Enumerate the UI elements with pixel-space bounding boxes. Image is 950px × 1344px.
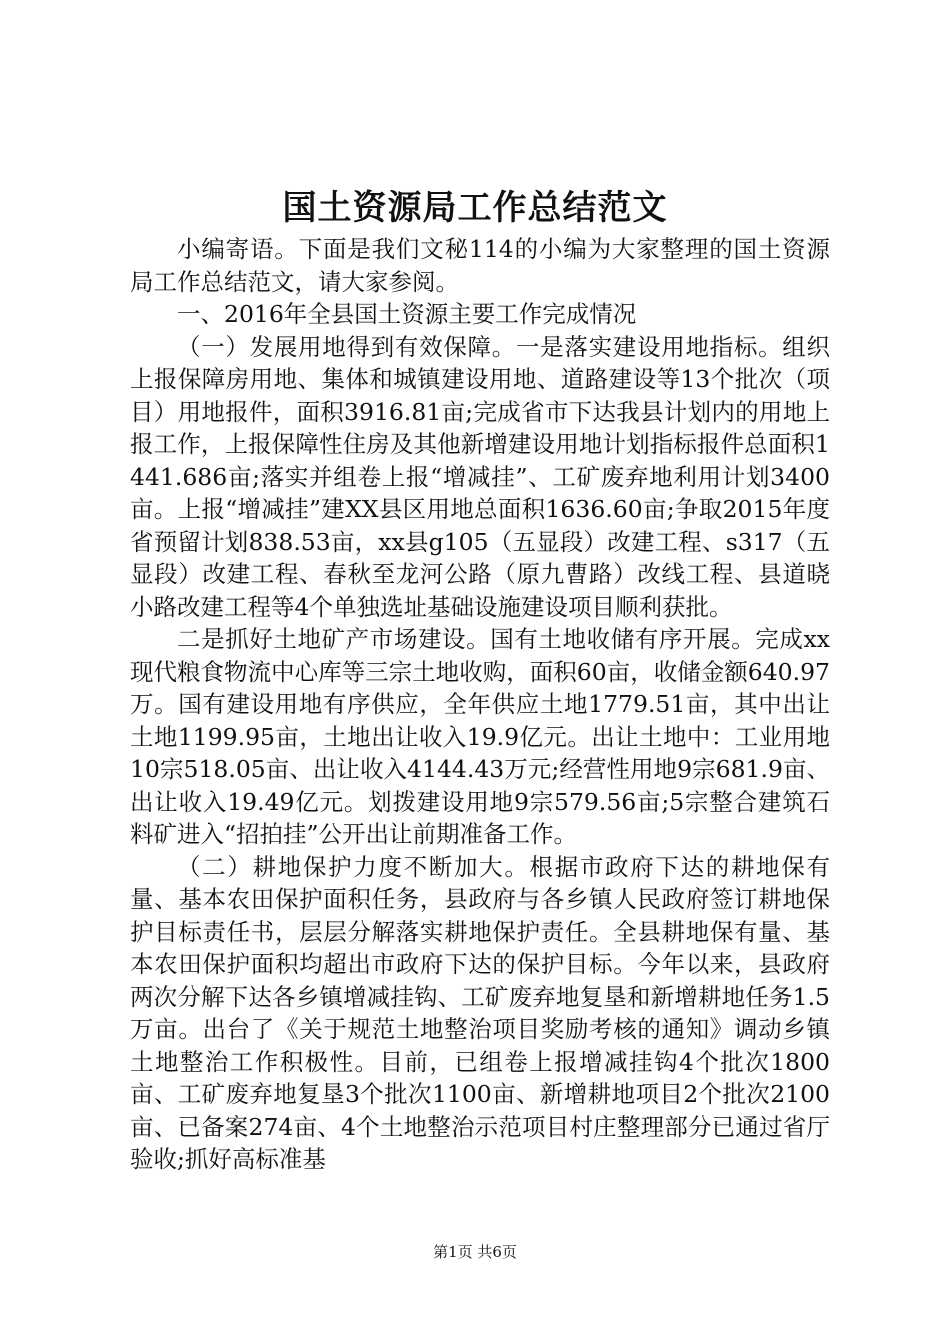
page-number: 第1页 共6页: [433, 1243, 517, 1261]
paragraph-section-heading: 一、2016年全县国土资源主要工作完成情况: [177, 300, 637, 328]
paragraph-intro: 小编寄语。下面是我们文秘114的小编为大家整理的国土资源局工作总结范文，请大家参阅。: [130, 235, 830, 296]
paragraph-farmland-protection: （二）耕地保护力度不断加大。根据市政府下达的耕地保有量、基本农田保护面积任务，县政府与各乡镇人民政府签订耕地保护目标责任书，层层分解落实耕地保护责任。全县耕地保有量、基本农田保护面积均超出市政府下达的保护目标。今年以来，县政府两次分解下达各乡镇增减挂钩、工矿废弃地复垦和新增耕地任务1.5万亩。出台了《关于规范土地整治项目奖励考核的通知》调动乡镇土地整治工作积极性。目前，已组卷上报增减挂钩4个批次1800亩、工矿废弃地复垦3个批次1100亩、新增耕地项目2个批次2100亩、已备案274亩、4个土地整治示范项目村庄整理部分已通过省厅验收;抓好高标准基: [130, 852, 830, 1173]
paragraph-land-market: 二是抓好土地矿产市场建设。国有土地收储有序开展。完成xx现代粮食物流中心库等三宗土地收购，面积60亩，收储金额640.97万。国有建设用地有序供应，全年供应土地1779.51亩，其中出让土地1199.95亩，土地出让收入19.9亿元。出让土地中：工业用地10宗518.05亩、出让收入4144.43万元;经营性用地9宗681.9亩、出让收入19.49亿元。划拨建设用地9宗579.56亩;5宗整合建筑石料矿进入“招拍挂”公开出让前期准备工作。: [130, 625, 830, 848]
page-footer: [0, 1240, 950, 1264]
paragraph-land-use: （一）发展用地得到有效保障。一是落实建设用地指标。组织上报保障房用地、集体和城镇建设用地、道路建设等13个批次（项目）用地报件，面积3916.81亩;完成省市下达我县计划内的用地上报工作，上报保障性住房及其他新增建设用地计划指标报件总面积1441.686亩;落实并组卷上报“增减挂”、工矿废弃地利用计划3400亩。上报“增减挂”建XX县区用地总面积1636.60亩;争取2015年度省预留计划838.53亩，xx县g105（五显段）改建工程、s317（五显段）改建工程、春秋至龙河公路（原九曹路）改线工程、县道晓小路改建工程等4个单独选址基础设施建设项目顺利获批。: [130, 332, 830, 621]
page-title: 国土资源局工作总结范文: [282, 188, 668, 228]
document-body: [130, 233, 830, 1176]
